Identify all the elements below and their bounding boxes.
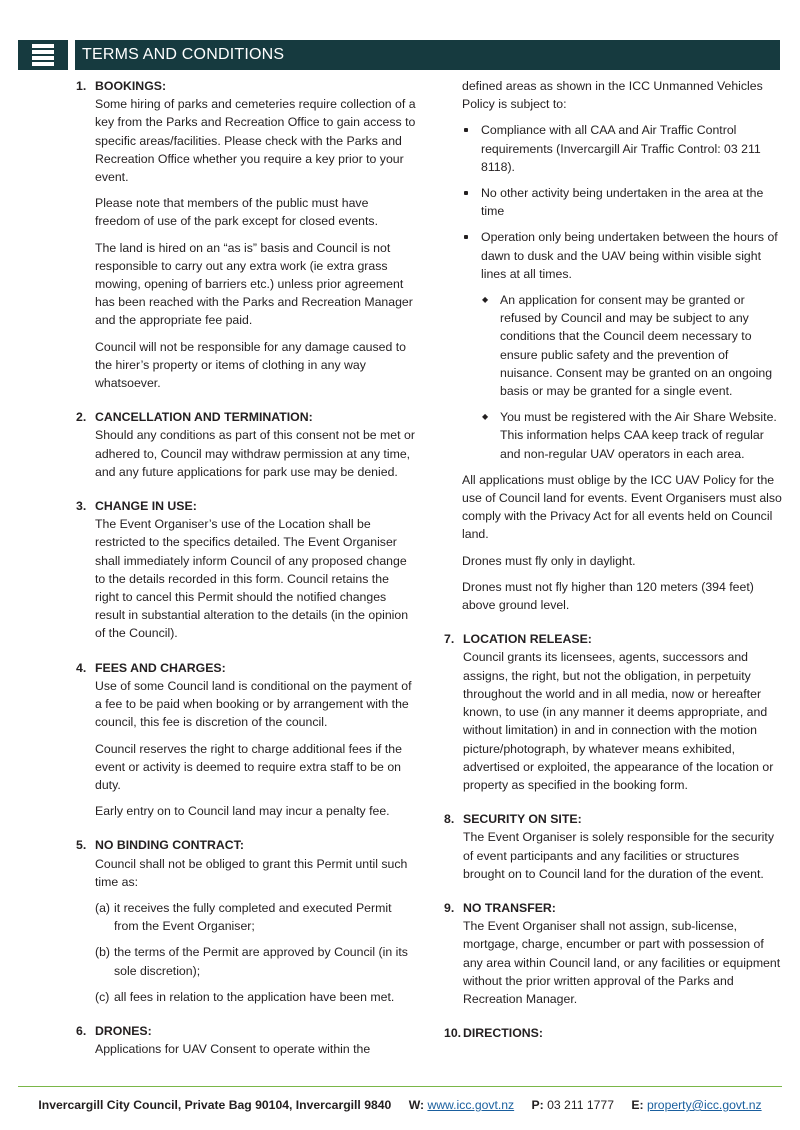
section-location-release [444, 630, 784, 794]
section-number: 8. [444, 812, 455, 827]
paragraph: Should any conditions as part of this consent not be met or adhered to, Council may withdraw permission at any time, and any future applications for park use may be denied. [95, 428, 415, 479]
section-number: 4. [76, 660, 87, 675]
footer-org: Invercargill City Council, Private Bag 90104, Invercargill 9840 [38, 1098, 392, 1112]
list-item [462, 228, 784, 462]
section-number: 9. [444, 900, 455, 915]
paragraph: Applications for UAV Consent to operate within the [95, 1042, 371, 1057]
paragraph: defined areas as shown in the ICC Unmanned Vehicles Policy is subject to: [462, 79, 763, 112]
section-number: 2. [76, 410, 87, 425]
section-drones [76, 1022, 416, 1058]
section-title: CANCELLATION AND TERMINATION: [95, 410, 313, 425]
paragraph: The Event Organiser shall not assign, sub-license, mortgage, charge, encumber or part with possession of any area within Council land, or any facilities or equipment without the prior written approval of the Parks and Recreation Manager. [463, 919, 781, 1006]
section-title: FEES AND CHARGES: [95, 660, 226, 675]
section-title: CHANGE IN USE: [95, 499, 197, 514]
phone-label: P: [531, 1098, 544, 1112]
paragraph: Some hiring of parks and cemeteries require collection of a key from the Parks and Recreation Office to gain access to specific areas/facilities. Please check with the Parks and Recreation Office whether you require a key prior to your event. [95, 97, 416, 185]
paragraph: The Event Organiser’s use of the Location shall be restricted to the specifics detailed. The Event Organiser shall immediately inform Council of any proposed change to the details recorded in this form. Council retains the right to cancel this Permit should the notified changes result in substantial alteration to the details (in the opinion of the Council). [95, 517, 409, 641]
phone-number: 03 211 1777 [547, 1098, 614, 1112]
email-label: E: [631, 1098, 644, 1112]
section-directions [444, 1024, 784, 1042]
list-item: No other activity being undertaken in the area at the time [462, 184, 784, 220]
paragraph: The Event Organiser is solely responsible for the security of event participants and any facilities or structures brought on to Council land for the duration of the event. [463, 830, 774, 881]
section-title: DIRECTIONS: [463, 1026, 543, 1041]
list-label: (b) [95, 945, 111, 960]
footer-divider [18, 1086, 782, 1087]
email-link[interactable]: property@icc.govt.nz [646, 1098, 762, 1112]
list-item [95, 988, 416, 1006]
section-no-binding-contract [76, 836, 416, 1006]
website-label: W: [408, 1098, 425, 1112]
paragraph: Drones must fly only in daylight. [462, 553, 636, 568]
paragraph: Council reserves the right to charge additional fees if the event or activity is deemed to require extra staff to be on duty. [95, 741, 402, 792]
section-title: DRONES: [95, 1023, 152, 1038]
list-text: the terms of the Permit are approved by Council (in its sole discretion); [114, 945, 408, 978]
list-icon [18, 40, 68, 70]
paragraph: Please note that members of the public must have freedom of use of the park except for closed events. [95, 196, 378, 229]
list-item [95, 899, 416, 935]
drone-requirements-list [444, 121, 784, 462]
section-title: LOCATION RELEASE: [463, 632, 592, 647]
list-item: Compliance with all CAA and Air Traffic Control requirements (Invercargill Air Traffic Control: 03 211 8118). [462, 121, 784, 176]
section-no-transfer [444, 899, 784, 1008]
section-header [75, 40, 780, 70]
section-change-in-use [76, 497, 416, 643]
section-security [444, 810, 784, 883]
sub-list-item: ◆ An application for consent may be granted or refused by Council and may be subject to any conditions that the Council deem necessary to ensure public safety and the prevention of nuisance. Consent may be granted on an ongoing basis or may be granted for a single event. [481, 291, 784, 400]
section-number: 6. [76, 1023, 87, 1038]
list-label: (c) [95, 989, 110, 1004]
section-title: BOOKINGS: [95, 79, 167, 93]
section-number: 3. [76, 499, 87, 514]
list-text: Operation only being undertaken between the hours of dawn to dusk and the UAV being within visible sight lines at all times. [481, 230, 778, 281]
paragraph: Early entry on to Council land may incur a penalty fee. [95, 804, 390, 819]
paragraph: Drones must not fly higher than 120 meters (394 feet) above ground level. [462, 579, 754, 613]
paragraph: Use of some Council land is conditional on the payment of a fee to be paid when booking or by arrangement with the council, this fee is discretion of the council. [95, 678, 412, 730]
section-number: 1. [76, 79, 87, 93]
footer [0, 1098, 800, 1112]
section-title: NO BINDING CONTRACT: [95, 838, 244, 853]
section-number: 5. [76, 838, 87, 853]
left-column [76, 77, 416, 1058]
paragraph: Council grants its licensees, agents, successors and assigns, the right, but not the obligation, in perpetuity throughout the world and in all media, now or hereafter known, to use (in any manner it deems appropriate, and without limitation) in and in connection with the motion picture/photograph, by whatever means exhibited, advertised or exploited, the appearance of the location or property as specified in the booking form. [463, 650, 774, 792]
section-cancellation [76, 408, 416, 481]
list-text: it receives the fully completed and executed Permit from the Event Organiser; [114, 900, 392, 934]
paragraph: Council shall not be obliged to grant this Permit until such time as: [95, 856, 408, 889]
sub-list [481, 291, 784, 463]
paragraph: The land is hired on an “as is” basis and Council is not responsible to carry out any extra work (ie extra grass mowing, opening of barriers etc.) unless prior agreement has been reached with the Parks and Recreation Manager and the appropriate fee paid. [95, 240, 413, 328]
paragraph: All applications must oblige by the ICC UAV Policy for the use of Council land for events. Event Organisers must also comply with the Privacy Act for all events held on Council land. [462, 472, 782, 542]
right-column [444, 77, 784, 1042]
section-title: SECURITY ON SITE: [463, 812, 582, 827]
page-title: TERMS AND CONDITIONS [82, 46, 285, 63]
sub-list-item: ◆ You must be registered with the Air Share Website. This information helps CAA keep track of regular and non-regular UAV operators in each area. [481, 408, 784, 463]
website-link[interactable]: www.icc.govt.nz [427, 1098, 515, 1112]
section-number: 10. [444, 1026, 462, 1041]
list-text: all fees in relation to the application have been met. [114, 989, 395, 1004]
section-fees [76, 659, 416, 821]
section-number: 7. [444, 632, 455, 647]
paragraph: Council will not be responsible for any damage caused to the hirer’s property or items of clothing in any way whatsoever. [95, 339, 407, 391]
section-title: NO TRANSFER: [463, 900, 556, 915]
section-bookings [76, 77, 416, 392]
list-label: (a) [95, 900, 111, 915]
list-item [95, 943, 416, 979]
